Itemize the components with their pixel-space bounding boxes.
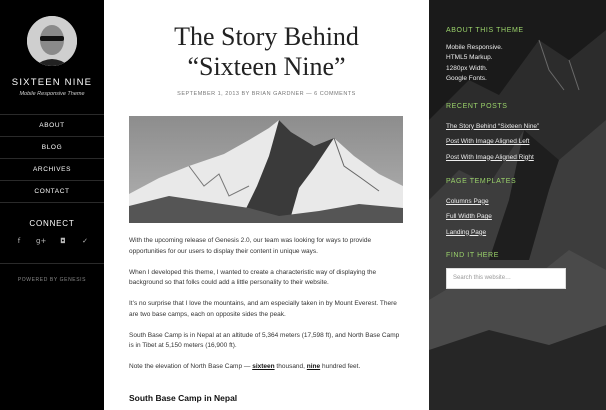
google-plus-icon[interactable]: g+ [36, 237, 47, 245]
text-fragment: Note the elevation of North Base Camp — [129, 363, 253, 370]
social-icons [0, 236, 104, 246]
widget-title: FIND IT HERE [446, 252, 499, 259]
facebook-icon[interactable]: f [17, 237, 21, 245]
post-title-line2[interactable]: “Sixteen Nine” [187, 52, 346, 81]
widget-recent-posts [446, 102, 596, 165]
post-body [129, 236, 403, 383]
nav-item-about[interactable]: ABOUT [0, 115, 104, 137]
emphasis-nine: nine [306, 363, 321, 370]
text-fragment: hundred feet. [320, 363, 361, 370]
widget-title: PAGE TEMPLATES [446, 178, 517, 185]
left-sidebar [0, 0, 104, 410]
section-heading: South Base Camp in Nepal [129, 393, 238, 403]
paragraph: With the upcoming release of Genesis 2.0, our team was looking for ways to provide opportunities for our users to display their content in unique ways. [129, 237, 372, 255]
widget-title: RECENT POSTS [446, 103, 508, 110]
instagram-icon[interactable]: ◘ [60, 237, 66, 245]
connect-heading: CONNECT [29, 219, 75, 228]
about-line: Mobile Responsive. [446, 43, 503, 51]
paragraph: South Base Camp is in Nepal at an altitude of 5,364 meters (17,598 ft), and North Base Camp is in Tibet at 5,150 meters (16,900 ft). [129, 331, 400, 349]
template-link[interactable]: Columns Page [446, 197, 489, 205]
search-input[interactable]: Search this website… [446, 268, 566, 289]
nav-item-archives[interactable]: ARCHIVES [0, 159, 104, 181]
emphasis-sixteen: sixteen [252, 363, 275, 370]
site-description: Mobile Responsive Theme [19, 91, 85, 97]
text-fragment: thousand, [274, 363, 307, 370]
avatar[interactable] [27, 16, 77, 66]
widget-search [446, 251, 596, 262]
paragraph: It’s no surprise that I love the mountains, and am especially taken in by Mount Everest. There are two base camps, each on opposite sides the peak. [129, 300, 397, 318]
post-title[interactable] [104, 22, 429, 82]
about-line: HTML5 Markup. [446, 54, 493, 61]
template-link[interactable]: Full Width Page [446, 213, 492, 220]
featured-image [129, 116, 403, 223]
post-meta: SEPTEMBER 1, 2013 BY BRIAN GARDNER — 6 COMMENTS [177, 91, 356, 97]
right-sidebar [429, 0, 606, 410]
widget-title: ABOUT THIS THEME [446, 27, 524, 34]
powered-by[interactable]: POWERED BY GENESIS [17, 277, 87, 283]
recent-post-link[interactable]: Post With Image Aligned Right [446, 153, 534, 161]
paragraph [129, 362, 403, 373]
widget-page-templates [446, 177, 596, 240]
nav-item-contact[interactable]: CONTACT [0, 181, 104, 203]
recent-post-link[interactable]: Post With Image Aligned Left [446, 138, 530, 145]
divider [0, 263, 104, 264]
paragraph: When I developed this theme, I wanted to create a characteristic way of displaying the background so that folks could add a little personality to their website. [129, 268, 377, 286]
about-line: 1280px Width. [446, 64, 488, 72]
recent-post-link[interactable]: The Story Behind “Sixteen Nine” [446, 122, 540, 130]
site-title[interactable]: SIXTEEN NINE [11, 77, 93, 88]
about-line: Google Fonts. [446, 75, 487, 82]
post-title-line1[interactable]: The Story Behind [174, 22, 359, 51]
template-link[interactable]: Landing Page [446, 228, 487, 236]
primary-nav [0, 114, 104, 203]
widget-about [446, 26, 596, 85]
twitter-icon[interactable]: ✓ [82, 237, 88, 245]
main-content [104, 0, 429, 410]
nav-item-blog[interactable]: BLOG [0, 137, 104, 159]
